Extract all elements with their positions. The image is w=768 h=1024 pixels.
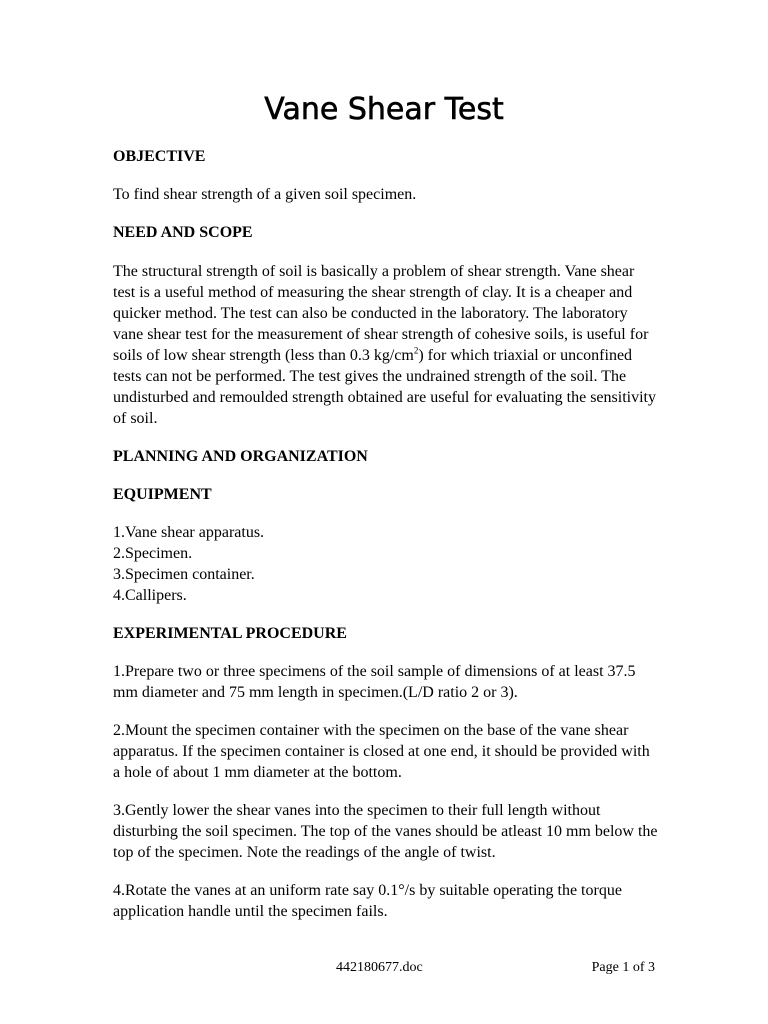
procedure-step: 3.Gently lower the shear vanes into the specimen to their full length without disturbing the soil specimen. The top of the vanes should be atleast 10 mm below the top of the specimen. Note the readings of the angle of twist. xyxy=(113,802,658,861)
equipment-list xyxy=(113,522,658,606)
equipment-item: 1.Vane shear apparatus. xyxy=(113,524,265,541)
planning-heading: PLANNING AND ORGANIZATION xyxy=(113,448,368,465)
procedure-step: 4.Rotate the vanes at an uniform rate say 0.1°/s by suitable operating the torque application handle until the specimen fails. xyxy=(113,882,622,920)
procedure-step: 1.Prepare two or three specimens of the soil sample of dimensions of at least 37.5 mm diameter and 75 mm length in specimen.(L/D ratio 2 or 3). xyxy=(113,663,636,701)
footer-filename: 442180677.doc xyxy=(336,960,423,975)
need-text-part-1: The structural strength of soil is basically a problem of shear strength. Vane shear test is a useful method of measuring the shear strength of clay. It is a cheaper and quicker method. The test can also be conducted in the laboratory. The laboratory vane shear test for the measurement of shear strength of cohesive soils, is useful for soils of low shear strength (less than 0.3 kg/cm xyxy=(113,263,649,364)
equipment-item: 4.Callipers. xyxy=(113,587,187,604)
equipment-item: 3.Specimen container. xyxy=(113,566,255,583)
page-footer xyxy=(0,960,768,980)
equipment-heading: EQUIPMENT xyxy=(113,486,212,503)
document-body xyxy=(113,146,658,939)
objective-heading: OBJECTIVE xyxy=(113,148,206,165)
page-title: Vane Shear Test xyxy=(264,92,504,127)
need-and-scope-heading: NEED AND SCOPE xyxy=(113,224,253,241)
footer-page-number: Page 1 of 3 xyxy=(591,960,655,975)
objective-text: To find shear strength of a given soil specimen. xyxy=(113,186,417,203)
procedure-step: 2.Mount the specimen container with the specimen on the base of the vane shear apparatus. If the specimen container is closed at one end, it should be provided with a hole of about 1 mm diameter at the bottom. xyxy=(113,722,650,781)
need-and-scope-text xyxy=(113,261,658,429)
procedure-heading: EXPERIMENTAL PROCEDURE xyxy=(113,625,347,642)
superscript-2: 2 xyxy=(413,345,419,356)
equipment-item: 2.Specimen. xyxy=(113,545,193,562)
need-text-part-2: ) for which triaxial or unconfined tests can not be performed. The test gives the undrained strength of the soil. The undisturbed and remoulded strength obtained are useful for evaluating the sensitivity of soil. xyxy=(113,347,656,427)
